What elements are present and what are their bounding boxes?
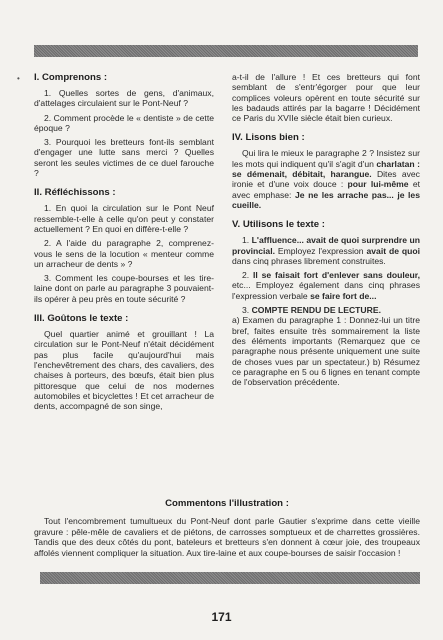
paragraph bbox=[232, 148, 420, 210]
section-title: II. Réfléchissons : bbox=[34, 187, 116, 199]
text-run: Employez l'expression bbox=[274, 245, 367, 256]
exercise bbox=[232, 305, 420, 315]
section-utilisons bbox=[232, 219, 420, 387]
section-title: V. Utilisons le texte : bbox=[232, 219, 325, 231]
paragraph: a-t-il de l'allure ! Et ces bretteurs qui font semblant de s'entr'égorger pour que leur complices voleurs opèrent en toute sécurité sur les badauds attirés par la bagarre ! Décidément ce Paris du XVIIe siècle était bien curieux. bbox=[232, 72, 420, 124]
bold-run: avait de quoi bbox=[366, 245, 420, 256]
section-goutons-continued bbox=[232, 72, 420, 123]
paragraph: Quel quartier animé et grouillant ! La circulation sur le Pont-Neuf n'était décidément pas plus facile qu'aujourd'hui mais l'enchevêtrement des chars, des cavaliers, des chaises à porteurs, des bœufs, était bien plus pittoresque que celui de nos modernes automobiles et bicyclettes ! Et cet arracheur de dents, accompagné de son singe, bbox=[34, 329, 214, 412]
question: 3. Pourquoi les bretteurs font-ils semblant d'engager une lutte sans merci ? Quelles seront les seules victimes de ce duel farouche ? bbox=[34, 137, 214, 179]
text-run: Dites avec ironie et d'une voix douce : bbox=[232, 169, 420, 190]
bold-run: Je ne les arrache pas... je les cueille. bbox=[232, 189, 420, 210]
section-comprenons bbox=[34, 72, 214, 178]
text-run: 2. bbox=[242, 270, 254, 281]
exercise bbox=[232, 235, 420, 266]
bold-run: se faire fort de... bbox=[310, 290, 377, 301]
text-run: 1. bbox=[242, 235, 252, 246]
text-run: dans cinq phrases librement construites. bbox=[232, 255, 386, 266]
paragraph: Tout l'encombrement tumultueux du Pont-Neuf dont parle Gautier s'exprime dans cette vieille gravure : pêle-mêle de cavaliers et de piétons, de carrosses somptueux et de charrettes grossières. Tandis que des deux côtés du pont, bateleurs et bretteurs s'en donnent à cœur joie, des troupeaux affolés viennent compliquer la situation. Aux tire-laine et aux coupe-bourses de saisir l'occasion ! bbox=[34, 516, 420, 558]
question: 1. En quoi la circulation sur le Pont Neuf ressemble-t-elle à celle qu'on peut y constater actuellement ? En quoi en diffère-t-elle ? bbox=[34, 203, 214, 234]
text-run: etc... Employez également dans cinq phrases l'expression verbale bbox=[232, 280, 420, 301]
bold-run: COMPTE RENDU DE LECTURE. bbox=[251, 305, 381, 316]
section-goutons bbox=[34, 313, 214, 411]
text-run: Qui lira le mieux le paragraphe 2 ? Insistez sur les mots qui indiquent qu'il s'agit d'un bbox=[232, 148, 420, 169]
question: 3. Comment les coupe-bourses et les tire-laine dont on parle au paragraphe 3 pouvaient-ils opérer à peu près en toute sécurité ? bbox=[34, 273, 214, 304]
right-column bbox=[232, 72, 420, 396]
top-decorative-bar bbox=[34, 45, 418, 57]
bottom-decorative-bar bbox=[40, 572, 420, 584]
section-title: IV. Lisons bien : bbox=[232, 132, 305, 144]
section-reflechissons bbox=[34, 187, 214, 304]
text-run: et avec emphase: bbox=[232, 179, 420, 200]
left-column bbox=[34, 72, 214, 420]
illustration-comment bbox=[34, 498, 420, 558]
page-number: 171 bbox=[211, 610, 232, 624]
section-title: I. Comprenons : bbox=[34, 72, 108, 83]
exercise bbox=[232, 270, 420, 301]
bold-run: L'affluence... avait de quoi surprendre un provincial. bbox=[232, 235, 420, 256]
section-lisons bbox=[232, 132, 420, 210]
question: 2. A l'aide du paragraphe 2, comprenez-vous le sens de la locution « menteur comme un arracheur de dents » ? bbox=[34, 238, 214, 269]
section-title: III. Goûtons le texte : bbox=[34, 313, 129, 325]
question: 2. Comment procède le « dentiste » de cette époque ? bbox=[34, 112, 214, 133]
section-title: Commentons l'illustration : bbox=[165, 498, 289, 509]
bold-run: charlatan : se démenait, débitait, harangue. bbox=[232, 158, 420, 180]
margin-mark: • bbox=[17, 74, 20, 83]
question: 1. Quelles sortes de gens, d'animaux, d'attelages circulaient sur le Pont-Neuf ? bbox=[34, 88, 214, 109]
bold-run: Il se faisait fort d'enlever sans douleur, bbox=[253, 270, 420, 281]
exercise-detail: a) Examen du paragraphe 1 : Donnez-lui un titre bref, faites ensuite très sommairement la liste des éléments importants (Remarquez que ce paragraphe nous présente uniquement une suite de choses vues par un spectateur.) b) Résumez ce paragraphe en 5 ou 6 lignes en tenant compte de l'observation précédente. bbox=[232, 315, 420, 388]
text-run: 3. bbox=[242, 305, 252, 316]
bold-run: pour lui-même bbox=[347, 179, 409, 190]
